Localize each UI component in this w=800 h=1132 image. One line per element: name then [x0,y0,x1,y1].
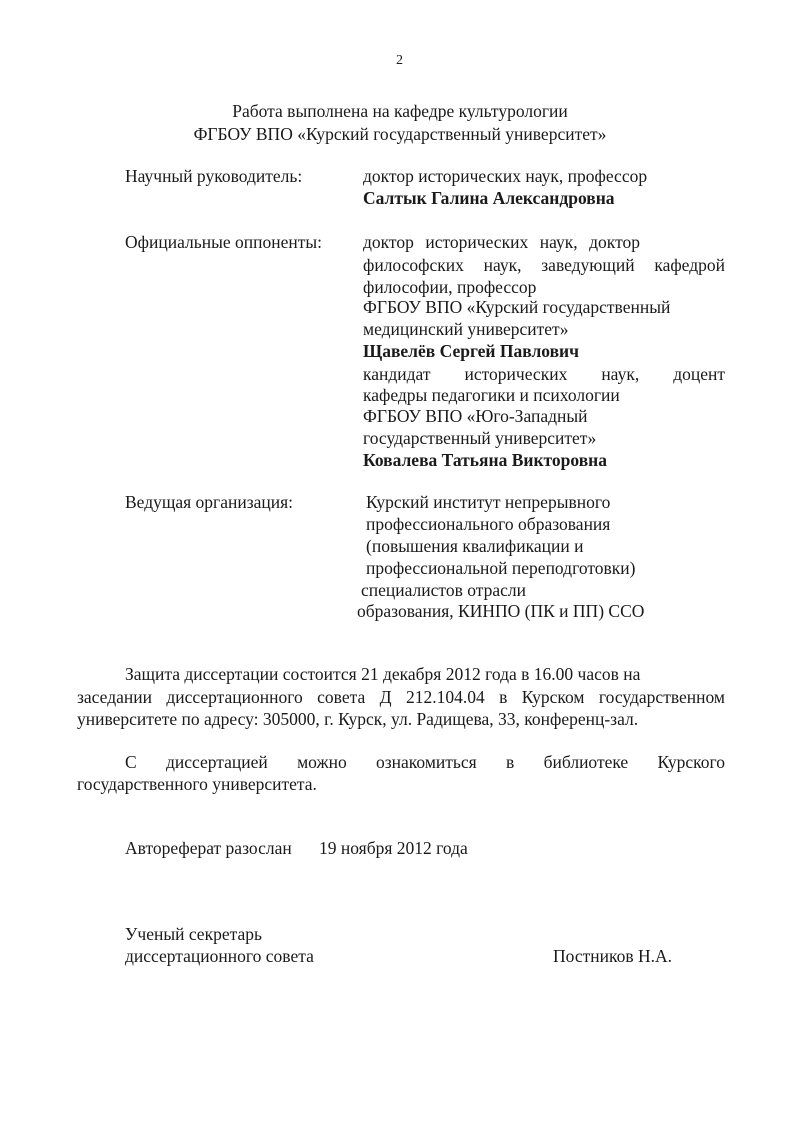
defense-line: университете по адресу: 305000, г. Курск, ул. Радищева, 33, конференц-зал. [77,709,639,729]
defense-line: Защита диссертации состоится 21 декабря 2012 года в 16.00 часов на [125,664,641,684]
opponent-1-line: медицинский университет» [363,319,569,339]
opponent-2-name: Ковалева Татьяна Викторовна [363,450,607,470]
opponent-1-line: ФГБОУ ВПО «Курский государственный [363,297,671,317]
secretary-name: Постников Н.А. [553,946,672,966]
opponent-2-line: кафедры педагогики и психологии [363,385,620,405]
secretary-title: Ученый секретарь [125,924,262,944]
supervisor-name: Салтык Галина Александровна [363,188,615,208]
lead-org-line: (повышения квалификации и [366,536,584,556]
header-line-2: ФГБОУ ВПО «Курский государственный университет» [193,124,607,144]
opponent-2-line: ФГБОУ ВПО «Юго-Западный [363,406,588,426]
defense-line: заседании диссертационного совета Д 212.104.04 в Курском государственном [77,687,725,707]
header-line-1: Работа выполнена на кафедре культурологии [232,101,568,121]
opponent-1-line: философии, профессор [363,277,537,297]
lead-org-line: специалистов отрасли [361,580,526,600]
opponent-1-line: философских наук, заведующий кафедрой [363,255,725,275]
opponent-1-line: доктор исторических наук, доктор [363,232,640,252]
supervisor-label: Научный руководитель: [125,166,303,186]
lead-org-line: профессиональной переподготовки) [366,558,636,578]
sent-label: Автореферат разослан [125,838,292,858]
sent-date: 19 ноября 2012 года [319,838,468,858]
lead-org-label: Ведущая организация: [125,492,294,512]
lead-org-line: образования, КИНПО (ПК и ПП) ССО [357,601,645,621]
library-line: С диссертацией можно ознакомиться в библиотеке Курского [125,752,725,772]
opponent-1-name: Щавелёв Сергей Павлович [363,341,580,361]
opponent-2-line: государственный университет» [363,428,597,448]
opponent-2-line: кандидат исторических наук, доцент [363,364,725,384]
library-line: государственного университета. [77,774,317,794]
lead-org-line: профессионального образования [366,514,611,534]
page-number: 2 [396,53,403,68]
secretary-council: диссертационного совета [125,946,314,966]
supervisor-degree: доктор исторических наук, профессор [363,166,648,186]
lead-org-line: Курский институт непрерывного [366,492,611,512]
opponents-label: Официальные оппоненты: [125,232,322,252]
